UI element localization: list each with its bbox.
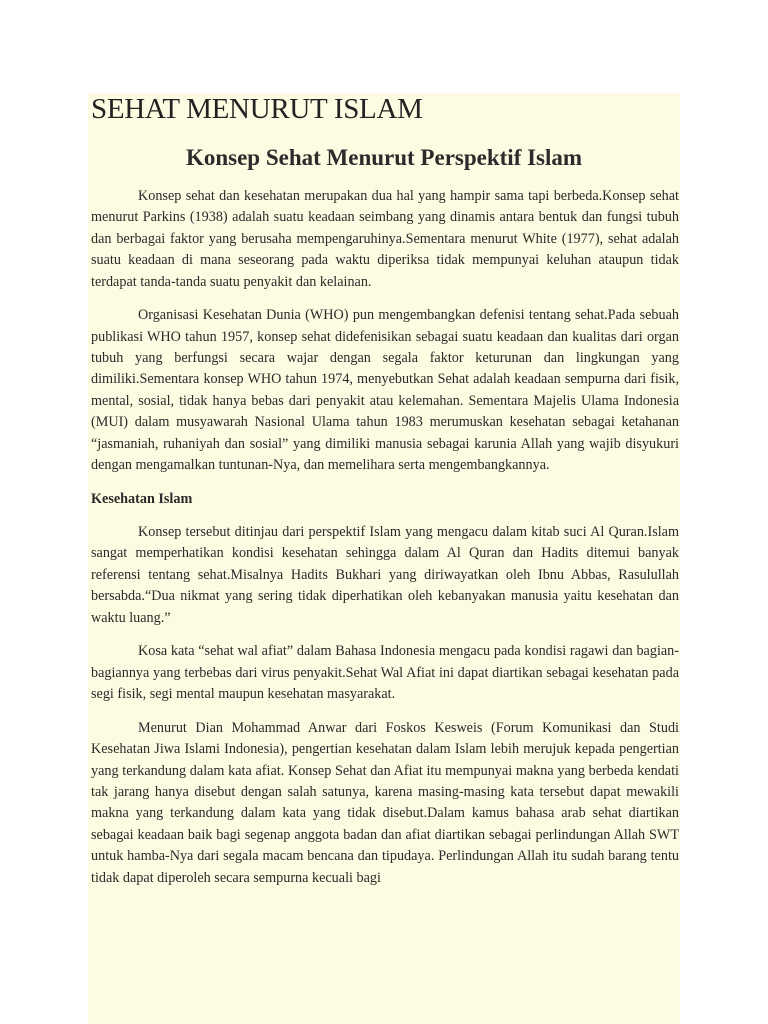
paragraph-dian-mohammad-anwar: Menurut Dian Mohammad Anwar dari Foskos Kesweis (Forum Komunikasi dan Studi Kesehatan Jiwa Islami Indonesia), pengertian kesehatan dalam Islam lebih merujuk kepada pengertian yang terkandung dalam kata afiat. Konsep Sehat dan Afiat itu mempunyai makna yang berbeda kendati tak jarang hanya disebut dengan salah satunya, karena masing-masing kata tersebut dapat mewakili makna yang terkandung dalam kata yang tidak disebut.Dalam kamus bahasa arab sehat diartikan sebagai keadaan baik bagi segenap anggota badan dan afiat diartikan sebagai perlindungan Allah SWT untuk hamba-Nya dari segala macam bencana dan tipudaya. Perlindungan Allah itu sudah barang tentu tidak dapat diperoleh secara sempurna kecuali bagi <box>91 719 679 886</box>
paragraph-perspektif-islam: Konsep tersebut ditinjau dari perspektif Islam yang mengacu dalam kitab suci Al Quran.Islam sangat memperhatikan kondisi kesehatan sehingga dalam Al Quran dan Hadits ditemui banyak referensi tentang sehat.Misalnya Hadits Bukhari yang diriwayatkan oleh Ibnu Abbas, Rasulullah bersabda.“Dua nikmat yang sering tidak diperhatikan oleh kebanyakan manusia yaitu kesehatan dan waktu luang.” <box>91 524 679 626</box>
document-title: SEHAT MENURUT ISLAM <box>91 93 423 125</box>
paragraph-konsep-sehat: Konsep sehat dan kesehatan merupakan dua hal yang hampir sama tapi berbeda.Konsep sehat menurut Parkins (1938) adalah suatu keadaan seimbang yang dinamis antara bentuk dan fungsi tubuh dan berbagai faktor yang berusaha mempengaruhinya.Sementara menurut White (1977), sehat adalah suatu keadaan di mana seseorang pada waktu diperiksa tidak mempunyai keluhan ataupun tidak terdapat tanda-tanda suatu penyakit dan kelainan. <box>91 188 679 290</box>
paragraph-who: Organisasi Kesehatan Dunia (WHO) pun mengembangkan defenisi tentang sehat.Pada sebuah publikasi WHO tahun 1957, konsep sehat didefenisikan sebagai suatu keadaan dan kualitas dari organ tubuh yang berfungsi secara wajar dengan segala faktor keturunan dan lingkungan yang dimiliki.Sementara konsep WHO tahun 1974, menyebutkan Sehat adalah keadaan sempurna dari fisik, mental, sosial, tidak hanya bebas dari penyakit atau kelemahan. Sementara Majelis Ulama Indonesia (MUI) dalam musyawarah Nasional Ulama tahun 1983 merumuskan kesehatan sebagai ketahanan “jasmaniah, ruhaniyah dan sosial” yang dimiliki manusia sebagai karunia Allah yang wajib disyukuri dengan mengamalkan tuntunan-Nya, dan memelihara serta mengembangkannya. <box>91 307 679 474</box>
paragraph-sehat-wal-afiat: Kosa kata “sehat wal afiat” dalam Bahasa Indonesia mengacu pada kondisi ragawi dan bagian-bagiannya yang terbebas dari virus penyakit.Sehat Wal Afiat ini dapat diartikan sebagai kesehatan pada segi fisik, segi mental maupun kesehatan masyarakat. <box>91 643 679 703</box>
document-body <box>91 186 679 901</box>
document-page <box>88 93 680 1024</box>
document-subtitle: Konsep Sehat Menurut Perspektif Islam <box>185 145 583 170</box>
section-heading-kesehatan-islam: Kesehatan Islam <box>91 490 193 507</box>
